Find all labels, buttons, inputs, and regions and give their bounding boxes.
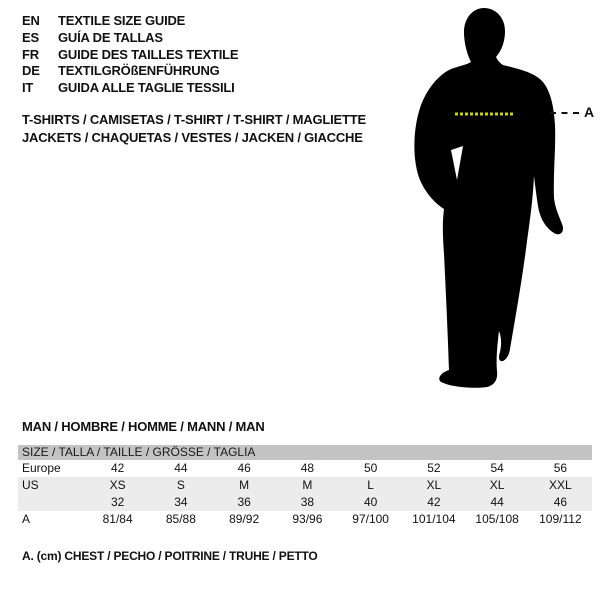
table-cell: 42 <box>427 495 441 509</box>
table-cell: 36 <box>237 495 251 509</box>
measure-label-a: A <box>584 104 595 120</box>
language-label: GUÍA DE TALLAS <box>58 29 163 45</box>
language-row <box>22 80 238 97</box>
table-cell: 109/112 <box>539 512 582 526</box>
category-list <box>22 111 366 146</box>
table-cell: L <box>367 478 374 492</box>
table-cell: XXL <box>549 478 572 492</box>
row-label <box>18 494 86 511</box>
category-tshirts: T-SHIRTS / CAMISETAS / T-SHIRT / T-SHIRT / MAGLIETTE <box>22 112 366 127</box>
man-silhouette-figure <box>405 8 600 388</box>
category-jackets: JACKETS / CHAQUETAS / VESTES / JACKEN / GIACCHE <box>22 129 363 145</box>
table-cell: 52 <box>427 461 441 475</box>
table-cell: 48 <box>300 461 315 475</box>
row-label: A <box>22 512 31 526</box>
language-code: ES <box>22 29 39 45</box>
measurement-footnote: A. (cm) CHEST / PECHO / POITRINE / TRUHE / PETTO <box>22 549 318 563</box>
table-cell: 34 <box>174 495 188 509</box>
table-cell: M <box>239 478 250 492</box>
table-row-europe <box>18 460 592 477</box>
section-title-man: MAN / HOMBRE / HOMME / MANN / MAN <box>22 419 265 434</box>
table-cell: 85/88 <box>165 512 196 526</box>
table-cell: S <box>176 478 185 492</box>
language-code: FR <box>22 46 39 62</box>
language-code: IT <box>22 80 34 96</box>
table-cell: 40 <box>363 495 378 509</box>
language-row <box>22 30 238 47</box>
table-cell: 46 <box>553 495 568 509</box>
size-table <box>18 445 592 528</box>
table-cell: 105/108 <box>475 512 519 526</box>
table-cell: 44 <box>490 495 504 509</box>
table-cell: 56 <box>553 461 568 475</box>
table-cell: XL <box>489 478 505 492</box>
table-cell: 38 <box>300 495 315 509</box>
table-cell: 42 <box>110 461 125 475</box>
table-row-numeric <box>18 494 592 511</box>
table-cell: 44 <box>174 461 188 475</box>
table-row-chest-a <box>18 511 592 528</box>
size-table-header: SIZE / TALLA / TAILLE / GRÖSSE / TAGLIA <box>18 445 592 460</box>
man-silhouette-svg <box>405 8 565 388</box>
language-code: DE <box>22 63 40 79</box>
table-cell: 101/104 <box>412 512 456 526</box>
language-label: TEXTILGRÖßENFÜHRUNG <box>58 63 220 79</box>
language-label: GUIDE DES TAILLES TEXTILE <box>58 46 239 62</box>
table-cell: 32 <box>110 495 125 509</box>
table-cell: 97/100 <box>352 512 389 526</box>
language-code: EN <box>22 13 40 28</box>
table-cell: 54 <box>490 461 504 475</box>
table-cell: 50 <box>363 461 378 475</box>
table-cell: M <box>302 478 313 492</box>
table-cell: 89/92 <box>229 512 260 526</box>
table-cell: XL <box>426 478 442 492</box>
language-label: TEXTILE SIZE GUIDE <box>58 13 186 28</box>
language-row <box>22 13 238 30</box>
measure-pointer-line <box>550 112 579 114</box>
table-cell: 81/84 <box>102 512 133 526</box>
table-cell: 93/96 <box>292 512 323 526</box>
row-label: Europe <box>22 461 61 475</box>
table-cell: XS <box>109 478 126 492</box>
language-row <box>22 47 238 64</box>
row-label: US <box>22 478 39 492</box>
language-row <box>22 63 238 80</box>
language-list <box>22 13 238 97</box>
man-silhouette-path <box>414 8 563 388</box>
table-cell: 46 <box>237 461 251 475</box>
table-row-us <box>18 477 592 494</box>
language-label: GUIDA ALLE TAGLIE TESSILI <box>58 80 235 96</box>
